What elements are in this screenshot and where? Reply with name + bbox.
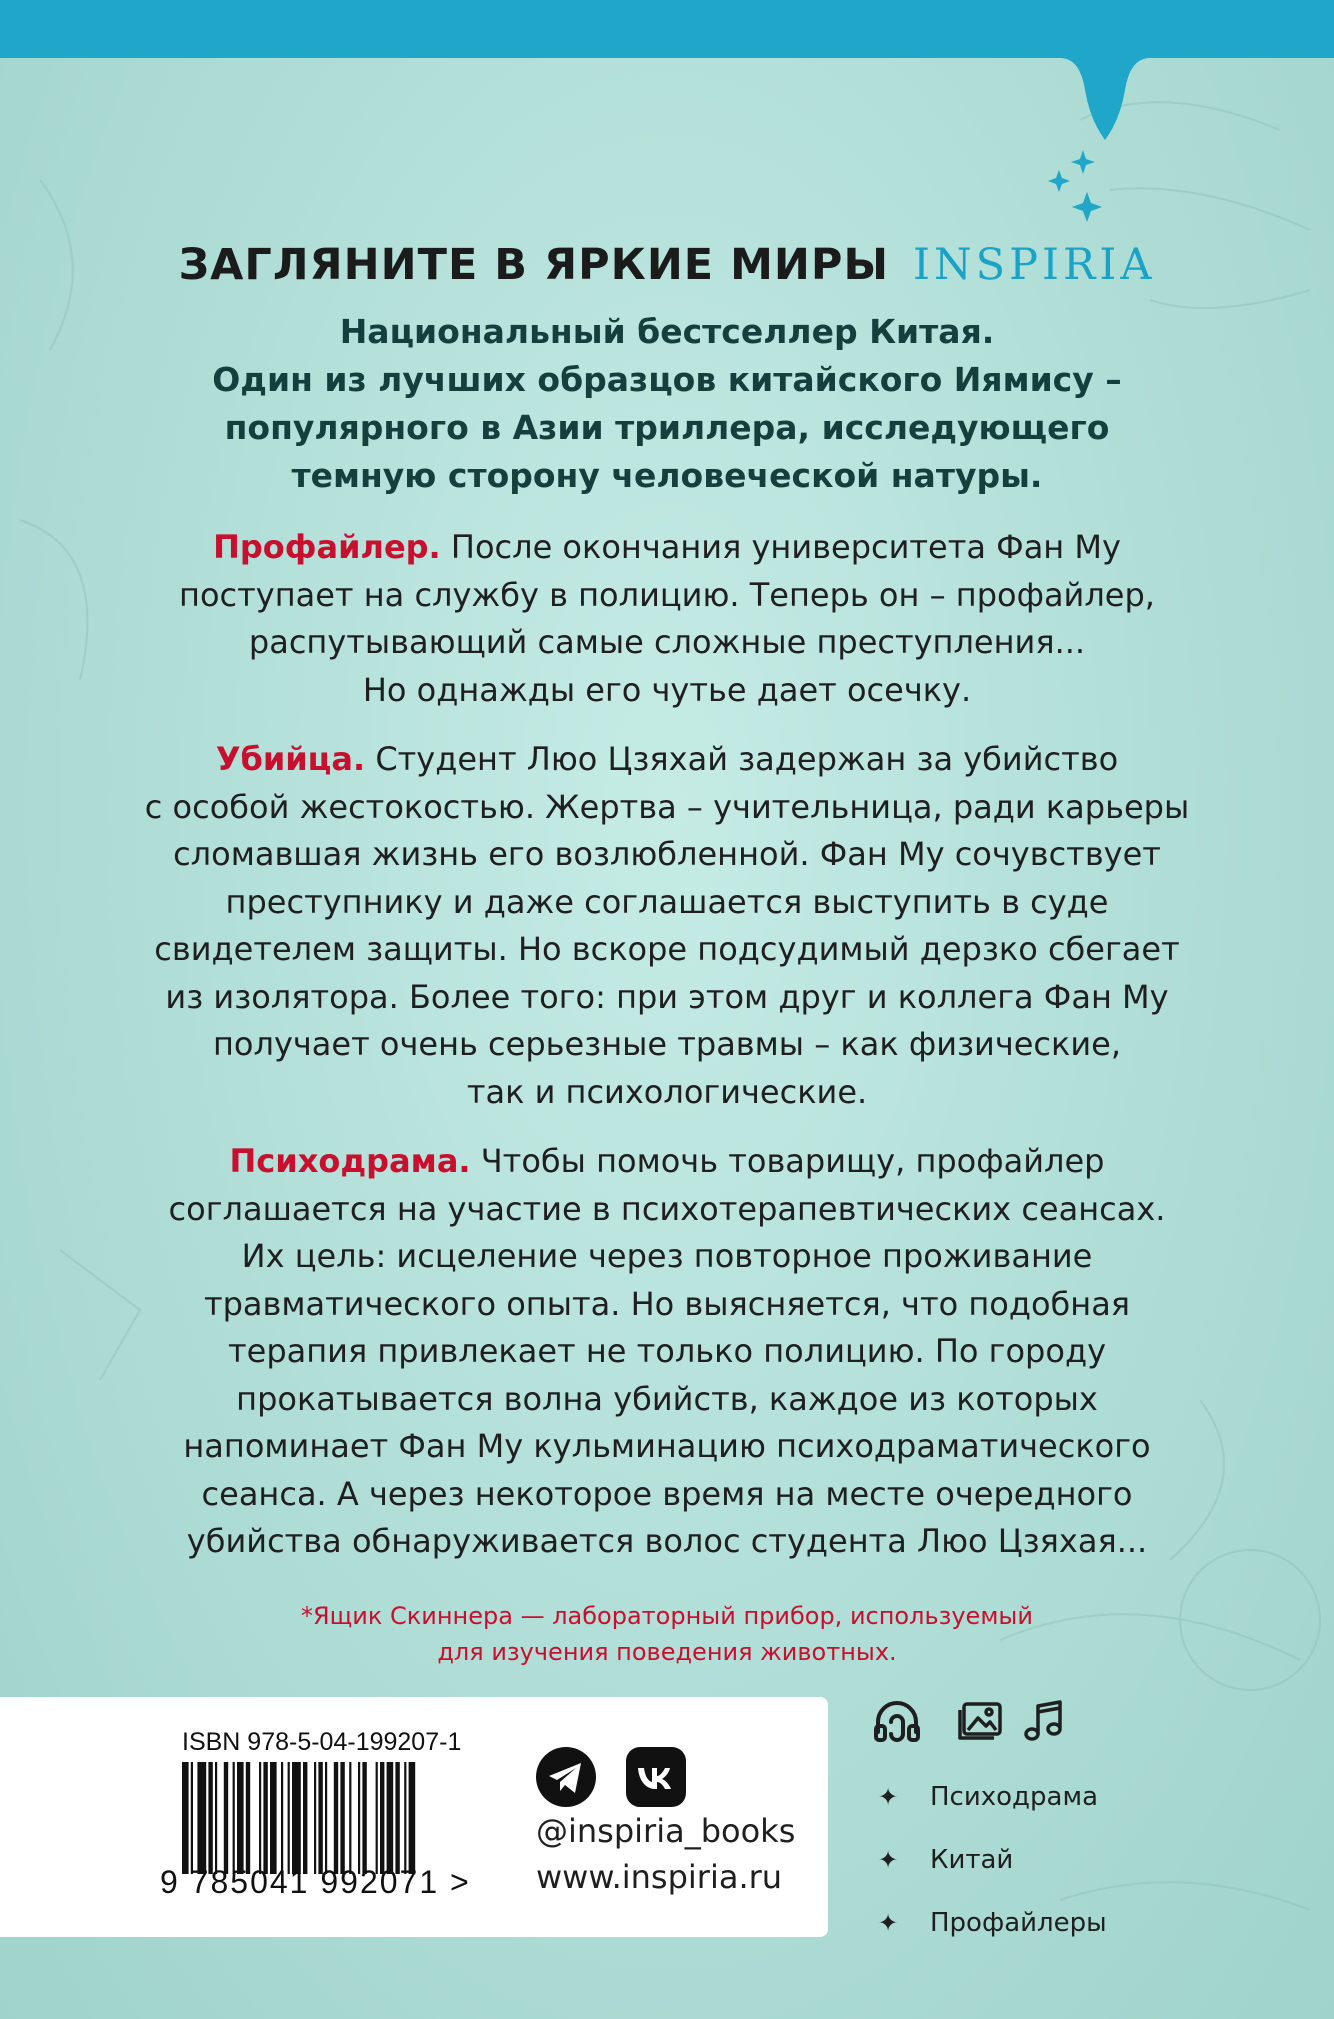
paragraph-text: Студент Люо Цзяхай задержан за убийство: [365, 740, 1119, 778]
paragraph-line: свидетелем защиты. Но вскоре подсудимый дерзко сбегает: [154, 930, 1180, 968]
paragraph-line: распутывающий самые сложные преступления...: [248, 623, 1086, 661]
telegram-icon[interactable]: [536, 1747, 596, 1807]
paragraph-line: из изолятора. Более того: при этом друг и коллега Фан Му: [165, 977, 1169, 1016]
lead-text: [90, 308, 1244, 500]
tag-china: [876, 1845, 1013, 1885]
paragraph-psychodrama: [90, 1138, 1244, 1566]
isbn-digits: 9 785041 992071 >: [160, 1864, 471, 1900]
paragraph-killer: [90, 736, 1244, 1116]
paragraph-keyword: Психодрама.: [229, 1142, 471, 1180]
website-link[interactable]: www.inspiria.ru: [536, 1858, 783, 1896]
paragraph-line: напоминает Фан Му кульминацию психодраматического: [183, 1427, 1151, 1465]
paragraph-line: Но однажды его чутье дает осечку.: [362, 670, 972, 709]
barcode: [182, 1762, 482, 1874]
paragraph-line: поступает на службу в полицию. Теперь он – профайлер,: [179, 575, 1155, 614]
audiobook-icon: [872, 1696, 922, 1746]
brand-logo: INSPIRIA: [913, 240, 1156, 290]
paragraph-text: После окончания университета Фан Му: [440, 528, 1121, 566]
paragraph-line: получает очень серьезные травмы – как физические,: [213, 1025, 1121, 1063]
lead-line: Один из лучших образцов китайского Иямису –: [212, 360, 1122, 399]
footnote-line: *Ящик Скиннера — лабораторный прибор, используемый: [301, 1602, 1033, 1630]
paragraph-keyword: Убийца.: [215, 740, 366, 778]
paragraph-line: с особой жестокостью. Жертва – учительница, ради карьеры: [144, 787, 1190, 826]
lead-line: популярного в Азии триллера, исследующего: [224, 408, 1110, 447]
star-icon: ✦: [877, 1909, 899, 1937]
paragraph-line: сеанса. А через некоторое время на месте очередного: [201, 1474, 1133, 1513]
tag-label: Китай: [930, 1845, 1014, 1875]
paragraph-line: соглашается на участие в психотерапевтических сеансах.: [168, 1189, 1166, 1228]
paragraph-first-line: [90, 524, 1244, 572]
headline-text: ЗАГЛЯНИТЕ В ЯРКИЕ МИРЫ: [178, 240, 889, 290]
tag-label: Профайлеры: [930, 1908, 1107, 1938]
top-band-notch: [1030, 0, 1334, 140]
star-icon: ✦: [877, 1846, 899, 1874]
tag-label: Психодрама: [930, 1782, 1098, 1812]
paragraph-profiler: [90, 524, 1244, 714]
footnote-line: для изучения поведения животных.: [437, 1638, 897, 1666]
paragraph-line: прокатывается волна убийств, каждое из которых: [236, 1379, 1098, 1418]
paragraph-line: терапия привлекает не только полицию. По городу: [227, 1332, 1106, 1370]
paragraph-first-line: [90, 1138, 1244, 1186]
star-icon: ✦: [877, 1783, 899, 1811]
series-headline: [0, 240, 1334, 290]
illustrations-icon: [956, 1696, 1006, 1746]
paragraph-keyword: Профайлер.: [213, 528, 441, 566]
paragraph-line: убийства обнаруживается волос студента Люо Цзяхая...: [186, 1522, 1148, 1560]
lead-line: Национальный бестселлер Китая.: [339, 312, 995, 351]
vk-icon[interactable]: [626, 1747, 686, 1807]
tag-profilers: [876, 1908, 1107, 1948]
sparkle-icon: [1045, 150, 1105, 230]
paragraph-line: так и психологические.: [466, 1072, 868, 1111]
isbn-label: ISBN 978-5-04-199207-1: [182, 1728, 462, 1756]
footnote: [150, 1598, 1184, 1670]
social-handle[interactable]: @inspiria_books: [536, 1812, 796, 1850]
tag-psychodrama: [876, 1782, 1098, 1822]
paragraph-line: Их цель: исцеление через повторное проживание: [241, 1237, 1093, 1275]
paragraph-first-line: [90, 736, 1244, 784]
music-icon: [1020, 1696, 1070, 1746]
paragraph-line: преступнику и даже соглашается выступить в суде: [225, 882, 1109, 921]
lead-line: темную сторону человеческой натуры.: [291, 456, 1043, 495]
paragraph-line: сломавшая жизнь его возлюбленной. Фан Му сочувствует: [173, 835, 1161, 873]
paragraph-line: травматического опыта. Но выясняется, что подобная: [203, 1284, 1131, 1323]
paragraph-text: Чтобы помочь товарищу, профайлер: [470, 1142, 1105, 1180]
